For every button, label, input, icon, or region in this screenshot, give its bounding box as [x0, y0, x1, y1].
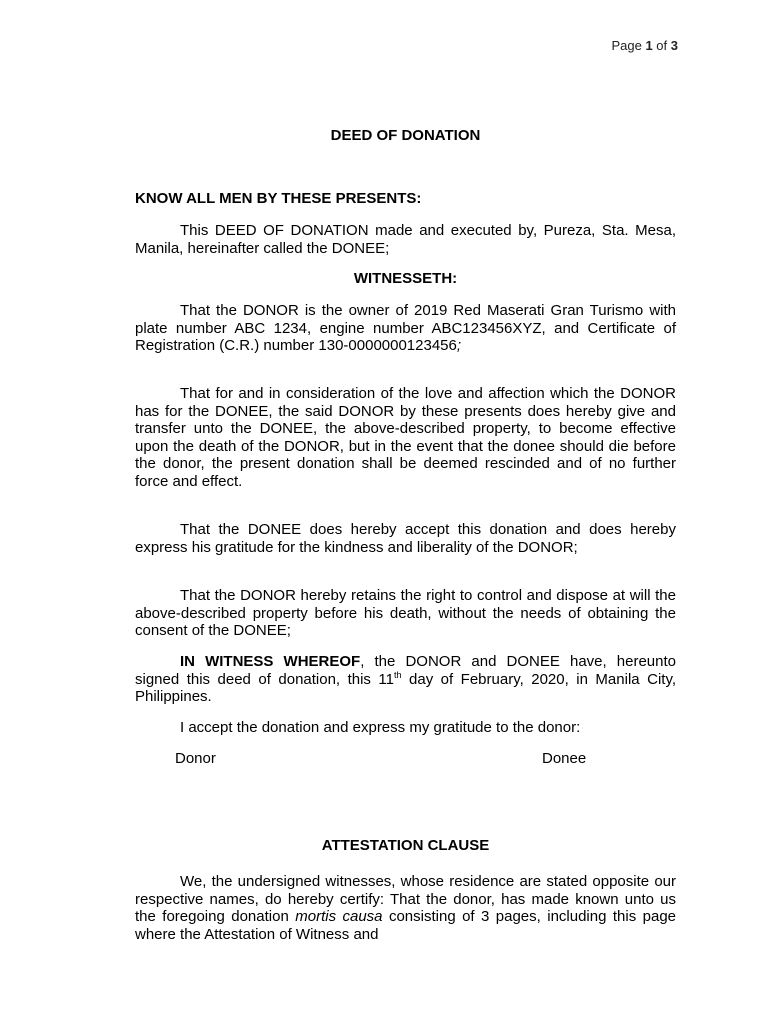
attestation-text-a: We, the undersigned witnesses, whose residence are stated opposite our respective names, do hereby certify: That the donor, has made known unto us the foregoing donation [135, 873, 676, 925]
witnesseth-heading: WITNESSETH: [353, 270, 458, 287]
acceptance-paragraph: That the DONEE does hereby accept this donation and does hereby express his gratitude for the kindness and liberality of the DONOR; [135, 521, 676, 556]
page-of: of [656, 38, 668, 53]
consideration-paragraph: That for and in consideration of the love and affection which the DONOR has for the DONEE, the said DONOR by these presents does hereby give and transfer unto the DONEE, the above-described property, to become effective upon the death of the DONOR, but in the event that the donee should die before the donor, the present donation shall be deemed rescinded and of no further force and effect. [135, 385, 676, 490]
donee-signature-label: Donee [542, 750, 587, 767]
page-number [611, 38, 678, 53]
page-label: Page [611, 38, 642, 53]
witness-whereof-bold: IN WITNESS WHEREOF [180, 653, 361, 670]
attestation-emphasis: mortis causa [295, 908, 383, 925]
ownership-end: ; [456, 337, 462, 354]
page-current: 1 [645, 38, 653, 53]
know-all-heading: KNOW ALL MEN BY THESE PRESENTS: [135, 190, 422, 207]
attestation-text-b: consisting of 3 pages, including this page where the Attestation of Witness and [135, 908, 677, 943]
retention-paragraph: That the DONOR hereby retains the right to control and dispose at will the above-described property before his death, without the needs of obtaining the consent of the DONEE; [135, 587, 676, 639]
attestation-paragraph [135, 873, 676, 943]
witness-whereof-text-a: , the DONOR and DONEE have, hereunto signed this deed of donation, this 11 [135, 653, 676, 688]
gratitude-paragraph: I accept the donation and express my gratitude to the donor: [180, 719, 581, 736]
ownership-text: That the DONOR is the owner of 2019 Red Maserati Gran Turismo with plate number ABC 1234, engine number ABC123456XYZ, and Certificate of Registration (C.R.) number 130-0000000123456 [135, 302, 676, 354]
attestation-heading: ATTESTATION CLAUSE [321, 837, 490, 854]
ownership-paragraph [135, 302, 676, 355]
witness-whereof-text-b: day of February, 2020, in Manila City, Philippines. [135, 670, 676, 705]
intro-paragraph: This DEED OF DONATION made and executed by, Pureza, Sta. Mesa, Manila, hereinafter called the DONEE; [135, 222, 676, 257]
witness-whereof-sup: th [394, 669, 402, 680]
document-title: DEED OF DONATION [330, 127, 481, 144]
page-total: 3 [670, 38, 678, 53]
donor-signature-label: Donor [175, 750, 216, 767]
witness-whereof-paragraph [135, 653, 676, 706]
